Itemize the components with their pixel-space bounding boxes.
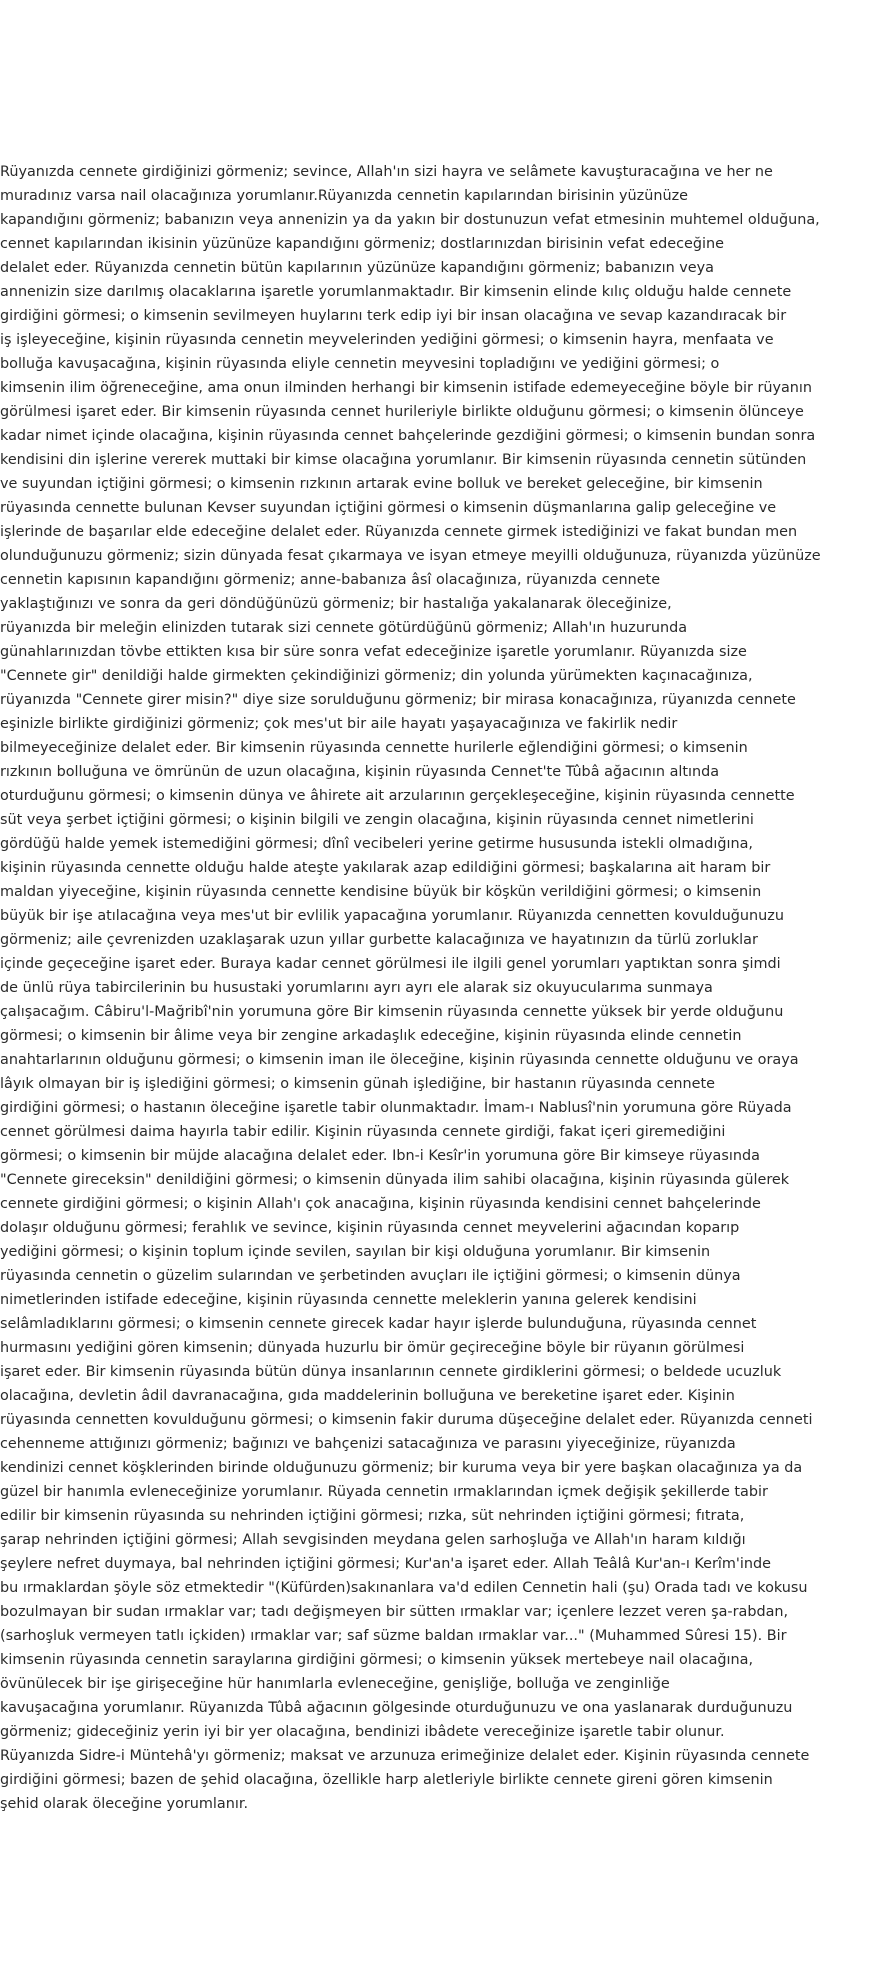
article-body-text: Rüyanızda cennete girdiğinizi görmeniz; sevince, Allah'ın sizi hayra ve selâmete kavuşturacağına ve her ne muradınız varsa nail olacağınıza yorumlanır.Rüyanızda cennetin kapılarından birisinin yüzünüze kapandığını görmeniz; babanızın veya annenizin ya da yakın bir dostunuzun vefat etmesinin muhtemel olduğuna, cennet kapılarından ikisinin yüzünüze kapandığını görmeniz; dostlarınızdan birisinin vefat edeceğine delalet eder. Rüyanızda cennetin bütün kapılarının yüzünüze kapandığını görmeniz; babanızın veya annenizin size darılmış olacaklarına işaretle yorumlanmaktadır. Bir kimsenin elinde kılıç olduğu halde cennete girdiğini görmesi; o kimsenin sevilmeyen huylarını terk edip iyi bir insan olacağına ve sevap kazandıracak bir iş işleyeceğine, kişinin rüyasında cennetin meyvelerinden yediğini görmesi; o kimsenin hayra, menfaata ve bolluğa kavuşacağına, kişinin rüyasında eliyle cennetin meyvesini topladığını ve yediğini görmesi; o kimsenin ilim öğreneceğine, ama onun ilminden herhangi bir kimsenin istifade edemeyeceğine böyle bir rüyanın görülmesi işaret eder. Bir kimsenin rüyasında cennet hurileriyle birlikte olduğunu görmesi; o kimsenin ölünceye kadar nimet içinde olacağına, kişinin rüyasında cennet bahçelerinde gezdiğini görmesi; o kimsenin bundan sonra kendisini din işlerine vererek muttaki bir kimse olacağına yorumlanır. Bir kimsenin rüyasında cennetin sütünden ve suyundan içtiğini görmesi; o kimsenin rızkının artarak evine bolluk ve bereket geleceğine, bir kimsenin rüyasında cennette bulunan Kevser suyundan içtiğini görmesi o kimsenin düşmanlarına galip geleceğine ve işlerinde de başarılar elde edeceğine delalet eder. Rüyanızda cennete girmek istediğinizi ve fakat bundan men olunduğunuzu görmeniz; sizin dünyada fesat çıkarmaya ve isyan etmeye meyilli olduğunuza, rüyanızda yüzünüze cennetin kapısının kapandığını görmeniz; anne-babanıza âsî olacağınıza, rüyanızda cennete yaklaştığınızı ve sonra da geri döndüğünüzü görmeniz; bir hastalığa yakalanarak öleceğinize, rüyanızda bir meleğin elinizden tutarak sizi cennete götürdüğünü görmeniz; Allah'ın huzurunda günahlarınızdan tövbe ettikten kısa bir süre sonra vefat edeceğinize işaretle yorumlanır. Rüyanızda size "Cennete gir" denildiği halde girmekten çekindiğinizi görmeniz; din yolunda yürümekten kaçınacağınıza, rüyanızda "Cennete girer misin?" diye size sorulduğunu görmeniz; bir mirasa konacağınıza, rüyanızda cennete eşinizle birlikte girdiğinizi görmeniz; çok mes'ut bir aile hayatı yaşayacağınıza ve fakirlik nedir bilmeyeceğinize delalet eder. Bir kimsenin rüyasında cennette hurilerle eğlendiğini görmesi; o kimsenin rızkının bolluğuna ve ömrünün de uzun olacağına, kişinin rüyasında Cennet'te Tûbâ ağacının altında oturduğunu görmesi; o kimsenin dünya ve âhirete ait arzularının gerçekleşeceğine, kişinin rüyasında cennette süt veya şerbet içtiğini görmesi; o kişinin bilgili ve zengin olacağına, kişinin rüyasında cennet nimetlerini gördüğü halde yemek istemediğini görmesi; dînî vecibeleri yerine getirme hususunda istekli olmadığına, kişinin rüyasında cennette olduğu halde ateşte yakılarak azap edildiğini görmesi; başkalarına ait haram bir maldan yiyeceğine, kişinin rüyasında cennette kendisine büyük bir köşkün verildiğini görmesi; o kimsenin büyük bir işe atılacağına veya mes'ut bir evlilik yapacağına yorumlanır. Rüyanızda cennetten kovulduğunuzu görmeniz; aile çevrenizden uzaklaşarak uzun yıllar gurbette kalacağınıza ve hayatınızın da türlü zorluklar içinde geçeceğine işaret eder. Buraya kadar cennet görülmesi ile ilgili genel yorumları yaptıktan sonra şimdi de ünlü rüya tabircilerinin bu husustaki yorumlarını ayrı ayrı ele alarak siz okuyucularıma sunmaya çalışacağım. Câbiru'l-Mağribî'nin yorumuna göre Bir kimsenin rüyasında cennette yüksek bir yerde olduğunu görmesi; o kimsenin bir âlime veya bir zengine arkadaşlık edeceğine, kişinin rüyasında elinde cennetin anahtarlarının olduğunu görmesi; o kimsenin iman ile öleceğine, kişinin rüyasında cennette olduğunu ve oraya lâyık olmayan bir iş işlediğini görmesi; o kimsenin günah işlediğine, bir hastanın rüyasında cennete girdiğini görmesi; o hastanın öleceğine işaretle tabir olunmaktadır. İmam-ı Nablusî'nin yorumuna göre Rüyada cennet görülmesi daima hayırla tabir edilir. Kişinin rüyasında cennete girdiği, fakat içeri giremediğini görmesi; o kimsenin bir müjde alacağına delalet eder. Ibn-i Kesîr'in yorumuna göre Bir kimseye rüyasında "Cennete gireceksin" denildiğini görmesi; o kimsenin dünyada ilim sahibi olacağına, kişinin rüyasında gülerek cennete girdiğini görmesi; o kişinin Allah'ı çok anacağına, kişinin rüyasında kendisini cennet bahçelerinde dolaşır olduğunu görmesi; ferahlık ve sevince, kişinin rüyasında cennet meyvelerini ağacından koparıp yediğini görmesi; o kişinin toplum içinde sevilen, sayılan bir kişi olduğuna yorumlanır. Bir kimsenin rüyasında cennetin o güzelim sularından ve şerbetinden avuçları ile içtiğini görmesi; o kimsenin dünya nimetlerinden istifade edeceğine, kişinin rüyasında cennette meleklerin yanına gelerek kendisini selâmladıklarını görmesi; o kimsenin cennete girecek kadar hayır işlerde bulunduğuna, rüyasında cennet hurmasını yediğini gören kimsenin; dünyada huzurlu bir ömür geçireceğine böyle bir rüyanın görülmesi işaret eder. Bir kimsenin rüyasında bütün dünya insanlarının cennete girdiklerini görmesi; o beldede ucuzluk olacağına, devletin âdil davranacağına, gıda maddelerinin bolluğuna ve bereketine işaret eder. Kişinin rüyasında cennetten kovulduğunu görmesi; o kimsenin fakir duruma düşeceğine delalet eder. Rüyanızda cenneti cehenneme attığınızı görmeniz; bağınızı ve bahçenizi satacağınıza ve parasını yiyeceğinize, rüyanızda kendinizi cennet köşklerinden birinde olduğunuzu görmeniz; bir kuruma veya bir yere başkan olacağınıza ya da güzel bir hanımla evleneceğinize yorumlanır. Rüyada cennetin ırmaklarından içmek değişik şekillerde tabir edilir bir kimsenin rüyasında su nehrinden içtiğini görmesi; rızka, süt nehrinden içtiğini görmesi; fıtrata, şarap nehrinden içtiğini görmesi; Allah sevgisinden meydana gelen sarhoşluğa ve Allah'ın haram kıldığı şeylere nefret duymaya, bal nehrinden içtiğini görmesi; Kur'an'a işaret eder. Allah Teâlâ Kur'an-ı Kerîm'inde bu ırmaklardan şöyle söz etmektedir "(Küfürden)sakınanlara va'd edilen Cennetin hali (şu) Orada tadı ve kokusu bozulmayan bir sudan ırmaklar var; tadı değişmeyen bir sütten ırmaklar var; içenlere lezzet veren şa-rabdan, (sarhoşluk vermeyen tatlı içkiden) ırmaklar var; saf süzme baldan ırmaklar var..." (Muhammed Sûresi 15). Bir kimsenin rüyasında cennetin saraylarına girdiğini görmesi; o kimsenin yüksek mertebeye nail olacağına, övünülecek bir işe girişeceğine hür hanımlarla evleneceğine, genişliğe, bolluğa ve zenginliğe kavuşacağına yorumlanır. Rüyanızda Tûbâ ağacının gölgesinde oturduğunuzu ve ona yaslanarak durduğunuzu görmeniz; gideceğiniz yerin iyi bir yer olacağına, bendinizi ibâdete vereceğinize işaretle tabir olunur. Rüyanızda Sidre-i Müntehâ'yı görmeniz; maksat ve arzunuza erimeğinize delalet eder. Kişinin rüyasında cennete girdiğini görmesi; bazen de şehid olacağına, özellikle harp aletleriyle birlikte cennete gireni gören kimsenin şehid olarak öleceğine yorumlanır. (0, 164, 821, 1812)
